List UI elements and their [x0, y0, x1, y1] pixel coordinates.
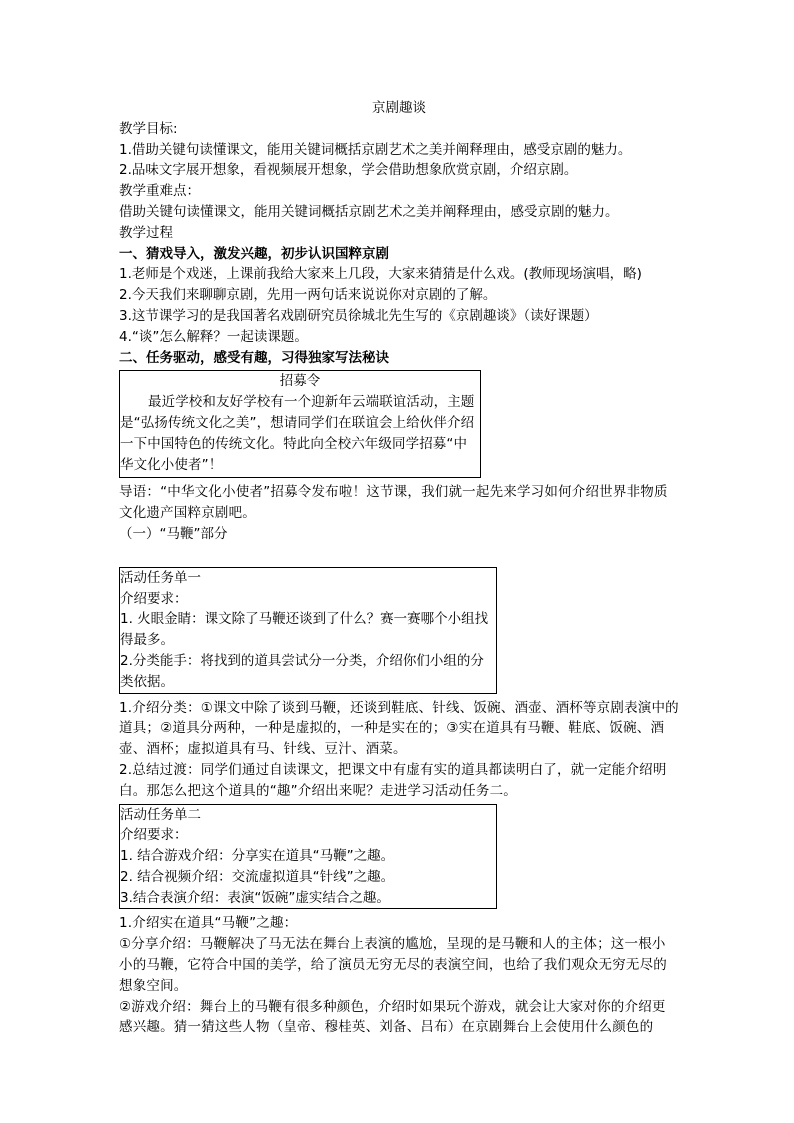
document-title: 京剧趣谈 [372, 100, 426, 116]
task-sheet-2 [119, 804, 497, 910]
task-sheet-1 [119, 567, 497, 694]
section-1-item: 3.这节课学习的是我国著名戏剧研究员徐城北先生写的《京剧趣谈》（读好课题） [119, 307, 598, 324]
section-2-heading: 二、任务驱动，感受有趣，习得独家写法秘诀 [119, 349, 389, 366]
task-1-item: 2.分类能手：将找到的道具尝试分一分类，介绍你们小组的分类依据。 [120, 652, 484, 690]
task-2-requirements: 介绍要求： [120, 827, 188, 844]
part-1-heading: （一）“马鞭”部分 [119, 525, 228, 542]
recruit-notice-box [119, 370, 481, 478]
blank-line [119, 545, 679, 565]
objectives-heading: 教学目标: [119, 120, 178, 137]
process-heading: 教学过程 [119, 224, 173, 241]
recruit-notice-title: 招募令 [279, 373, 321, 390]
task-2-title: 活动任务单二 [120, 806, 201, 823]
after-task-2-paragraph: ②游戏介绍：舞台上的马鞭有很多种颜色，介绍时如果玩个游戏，就会让大家对你的介绍更感兴趣。猜一猜这些人物（皇帝、穆桂英、刘备、吕布）在京剧舞台上会使用什么颜色的 [119, 998, 666, 1036]
task-2-item: 2. 结合视频介绍：交流虚拟道具“针线”之趣。 [120, 868, 395, 885]
section-1-item: 1.老师是个戏迷，上课前我给大家来上几段，大家来猜猜是什么戏。(教师现场演唱，略) [119, 266, 642, 283]
after-task-2-paragraph: ①分享介绍：马鞭解决了马无法在舞台上表演的尴尬，呈现的是马鞭和人的主体；这一根小小的马鞭，它符合中国的美学，给了演员无穷无尽的表演空间，也给了我们观众无穷无尽的想象空间。 [119, 936, 667, 994]
task-2-item: 1. 结合游戏介绍：分享实在道具“马鞭”之趣。 [120, 848, 395, 865]
guide-text: 导语：“中华文化小使者”招募令发布啦！这节课，我们就一起先来学习如何介绍世界非物质文化遗产国粹京剧吧。 [119, 484, 668, 522]
task-1-title: 活动任务单一 [120, 569, 201, 586]
after-task-1-paragraph: 2.总结过渡：同学们通过自读课文，把课文中有虚有实的道具都读明白了，就一定能介绍明白。那怎么把这个道具的“趣”介绍出来呢？走进学习活动任务二。 [119, 761, 667, 799]
document-page [119, 98, 679, 1038]
objective-1: 1.借助关键句读懂课文，能用关键词概括京剧艺术之美并阐释理由，感受京剧的魅力。 [119, 141, 632, 158]
recruit-notice-body: 最近学校和友好学校有一个迎新年云端联谊活动，主题是“弘扬传统文化之美”，想请同学们在联谊会上给伙伴介绍一下中国特色的传统文化。特此向全校六年级同学招募“中华文化小使者”！ [120, 394, 475, 473]
section-1-item: 2.今天我们来聊聊京剧，先用一两句话来说说你对京剧的了解。 [119, 287, 497, 304]
after-task-1-paragraph: 1.介绍分类：①课文中除了谈到马鞭，还谈到鞋底、针线、饭碗、酒壶、酒杯等京剧表演中的道具；②道具分两种，一种是虚拟的，一种是实在的；③实在道具有马鞭、鞋底、饭碗、酒壶、酒杯；虚拟道具有马、针线、豆汁、酒菜。 [119, 699, 679, 758]
after-task-2-paragraph: 1.介绍实在道具“马鞭”之趣： [119, 915, 298, 932]
task-2-item: 3.结合表演介绍：表演“饭碗”虚实结合之趣。 [120, 889, 390, 906]
key-points-text: 借助关键句读懂课文，能用关键词概括京剧艺术之美并阐释理由，感受京剧的魅力。 [119, 203, 619, 220]
task-1-item: 1. 火眼金睛：课文除了马鞭还谈到了什么？赛一赛哪个小组找得最多。 [120, 611, 489, 649]
section-1-heading: 一、猜戏导入，激发兴趣，初步认识国粹京剧 [119, 245, 389, 262]
objective-2: 2.品味文字展开想象，看视频展开想象，学会借助想象欣赏京剧，介绍京剧。 [119, 162, 578, 179]
task-1-requirements: 介绍要求： [120, 590, 188, 607]
key-points-heading: 教学重难点： [119, 183, 200, 200]
section-1-item: 4.“谈”怎么解释？一起读课题。 [119, 328, 308, 345]
